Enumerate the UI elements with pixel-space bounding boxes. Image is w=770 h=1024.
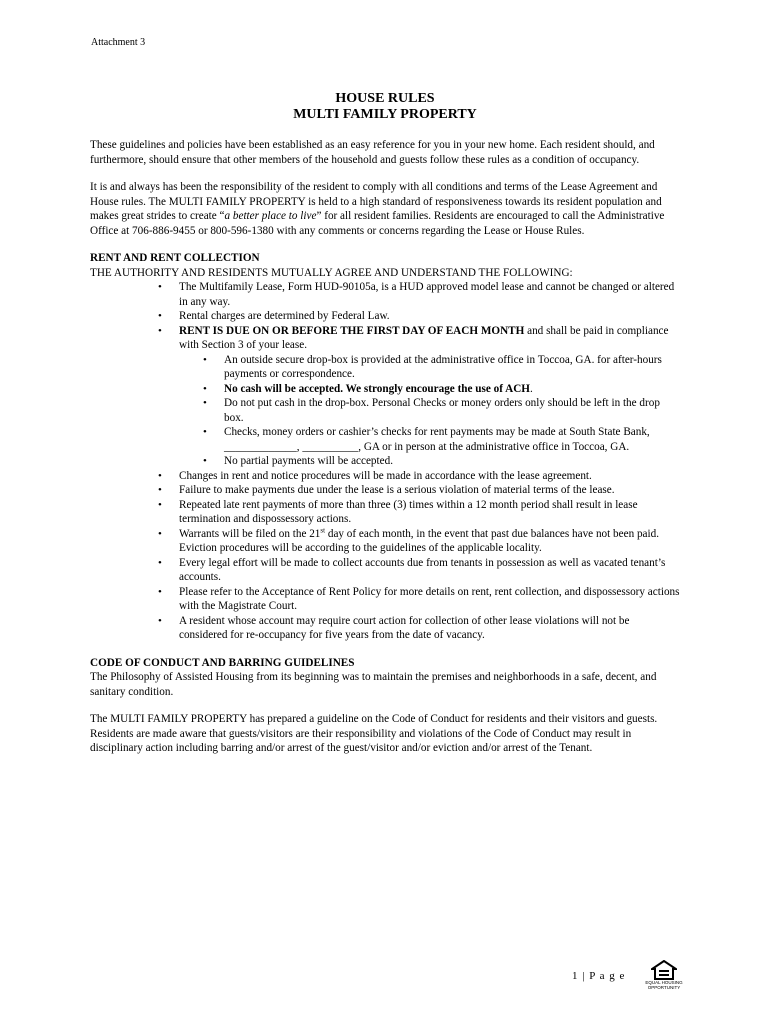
list-item: • Please refer to the Acceptance of Rent Policy for more details on rent, rent collection, and dispossessory actions with the Magistrate Court. bbox=[179, 585, 680, 614]
intro-text-a: It is and always has been the responsibility of the resident to comply with all conditions and terms of the Lease Agreement and House rules. The MULTI FAMILY PROPERTY is held to a high standard of responsiveness towards its resident population and makes great strides to create “ bbox=[90, 181, 662, 222]
rent-due-emphasis: RENT IS DUE ON OR BEFORE THE FIRST DAY OF EACH MONTH bbox=[179, 324, 525, 337]
list-item: • Changes in rent and notice procedures will be made in accordance with the lease agreement. bbox=[179, 469, 680, 484]
intro-paragraph-2 bbox=[90, 180, 680, 238]
list-item: • Failure to make payments due under the lease is a serious violation of material terms of the lease. bbox=[179, 483, 680, 498]
list-item: • Repeated late rent payments of more than three (3) times within a 12 month period shall result in lease termination and dispossessory actions. bbox=[179, 498, 680, 527]
payment-sub-list bbox=[224, 353, 680, 469]
warrants-text-a: Warrants will be filed on the 21 bbox=[179, 527, 321, 540]
rent-section-subheading: THE AUTHORITY AND RESIDENTS MUTUALLY AGREE AND UNDERSTAND THE FOLLOWING: bbox=[90, 266, 573, 279]
list-item: • An outside secure drop-box is provided at the administrative office in Toccoa, GA. for after-hours payments or correspondence. bbox=[224, 353, 680, 382]
logo-text-line1: EQUAL HOUSING bbox=[645, 980, 683, 985]
no-cash-emphasis: No cash will be accepted. We strongly encourage the use of ACH bbox=[224, 382, 530, 395]
attachment-label: Attachment 3 bbox=[91, 37, 146, 48]
list-item: • No partial payments will be accepted. bbox=[224, 454, 680, 469]
list-item: • Rental charges are determined by Federal Law. bbox=[179, 309, 680, 324]
list-item: • Every legal effort will be made to collect accounts due from tenants in possession as well as vacated tenant’s accounts. bbox=[179, 556, 680, 585]
document-title: HOUSE RULES bbox=[335, 91, 435, 106]
intro-paragraph-1: These guidelines and policies have been established as an easy reference for you in your new home. Each resident should, and furthermore, should ensure that other members of the household and guests follow these rules as a condition of occupancy. bbox=[90, 139, 655, 166]
list-item: • Checks, money orders or cashier’s checks for rent payments may be made at South State Bank, _____________, __________, GA or in person at the administrative office in Toccoa, GA. bbox=[224, 425, 680, 454]
conduct-section-heading: CODE OF CONDUCT AND BARRING GUIDELINES bbox=[90, 656, 355, 669]
intro-text-b: ” for all resident families. Residents are encouraged to call the Administrative Office at 706-886-9455 or 800-596-1380 with any comments or concerns regarding the Lease or House Rules. bbox=[90, 210, 665, 237]
document-subtitle: MULTI FAMILY PROPERTY bbox=[293, 107, 477, 122]
list-item bbox=[179, 527, 680, 556]
list-item: • Do not put cash in the drop-box. Personal Checks or money orders only should be left in the drop box. bbox=[224, 396, 680, 425]
conduct-paragraph-2: The MULTI FAMILY PROPERTY has prepared a guideline on the Code of Conduct for residents and their visitors and guests. Residents are made aware that guests/visitors are their responsibility and violations of the Code of Conduct may result in disciplinary action including barring and/or arrest of the guest/visitor and/or eviction and/or arrest of the Tenant. bbox=[90, 713, 658, 754]
page-number: 1 | P a g e bbox=[572, 970, 626, 982]
conduct-section bbox=[90, 656, 680, 756]
list-item: • The Multifamily Lease, Form HUD-90105a, is a HUD approved model lease and cannot be changed or altered in any way. bbox=[179, 280, 680, 309]
warrants-text-b: day of each month, in the event that past due balances have not been paid. Eviction procedures will be according to the guidelines of the applicable locality. bbox=[179, 527, 660, 554]
list-item bbox=[224, 382, 680, 397]
rent-bullet-list bbox=[179, 280, 680, 643]
rent-section-heading: RENT AND RENT COLLECTION bbox=[90, 252, 260, 264]
ordinal-suffix: st bbox=[320, 525, 326, 534]
no-cash-period: . bbox=[529, 382, 533, 395]
list-item bbox=[179, 324, 680, 469]
intro-italic-phrase: a better place to live bbox=[224, 210, 317, 222]
list-item: • A resident whose account may require court action for collection of other lease violations will not be considered for re-occupancy for five years from the date of vacancy. bbox=[179, 614, 680, 643]
rent-due-text: and shall be paid in compliance with Section 3 of your lease. bbox=[179, 324, 669, 351]
equal-housing-logo bbox=[637, 960, 691, 990]
house-icon bbox=[651, 960, 677, 980]
document-body bbox=[90, 138, 680, 769]
logo-text-line2: OPPORTUNITY bbox=[647, 985, 681, 990]
conduct-paragraph-1: The Philosophy of Assisted Housing from its beginning was to maintain the premises and neighborhoods in a safe, decent, and sanitary condition. bbox=[90, 671, 657, 698]
